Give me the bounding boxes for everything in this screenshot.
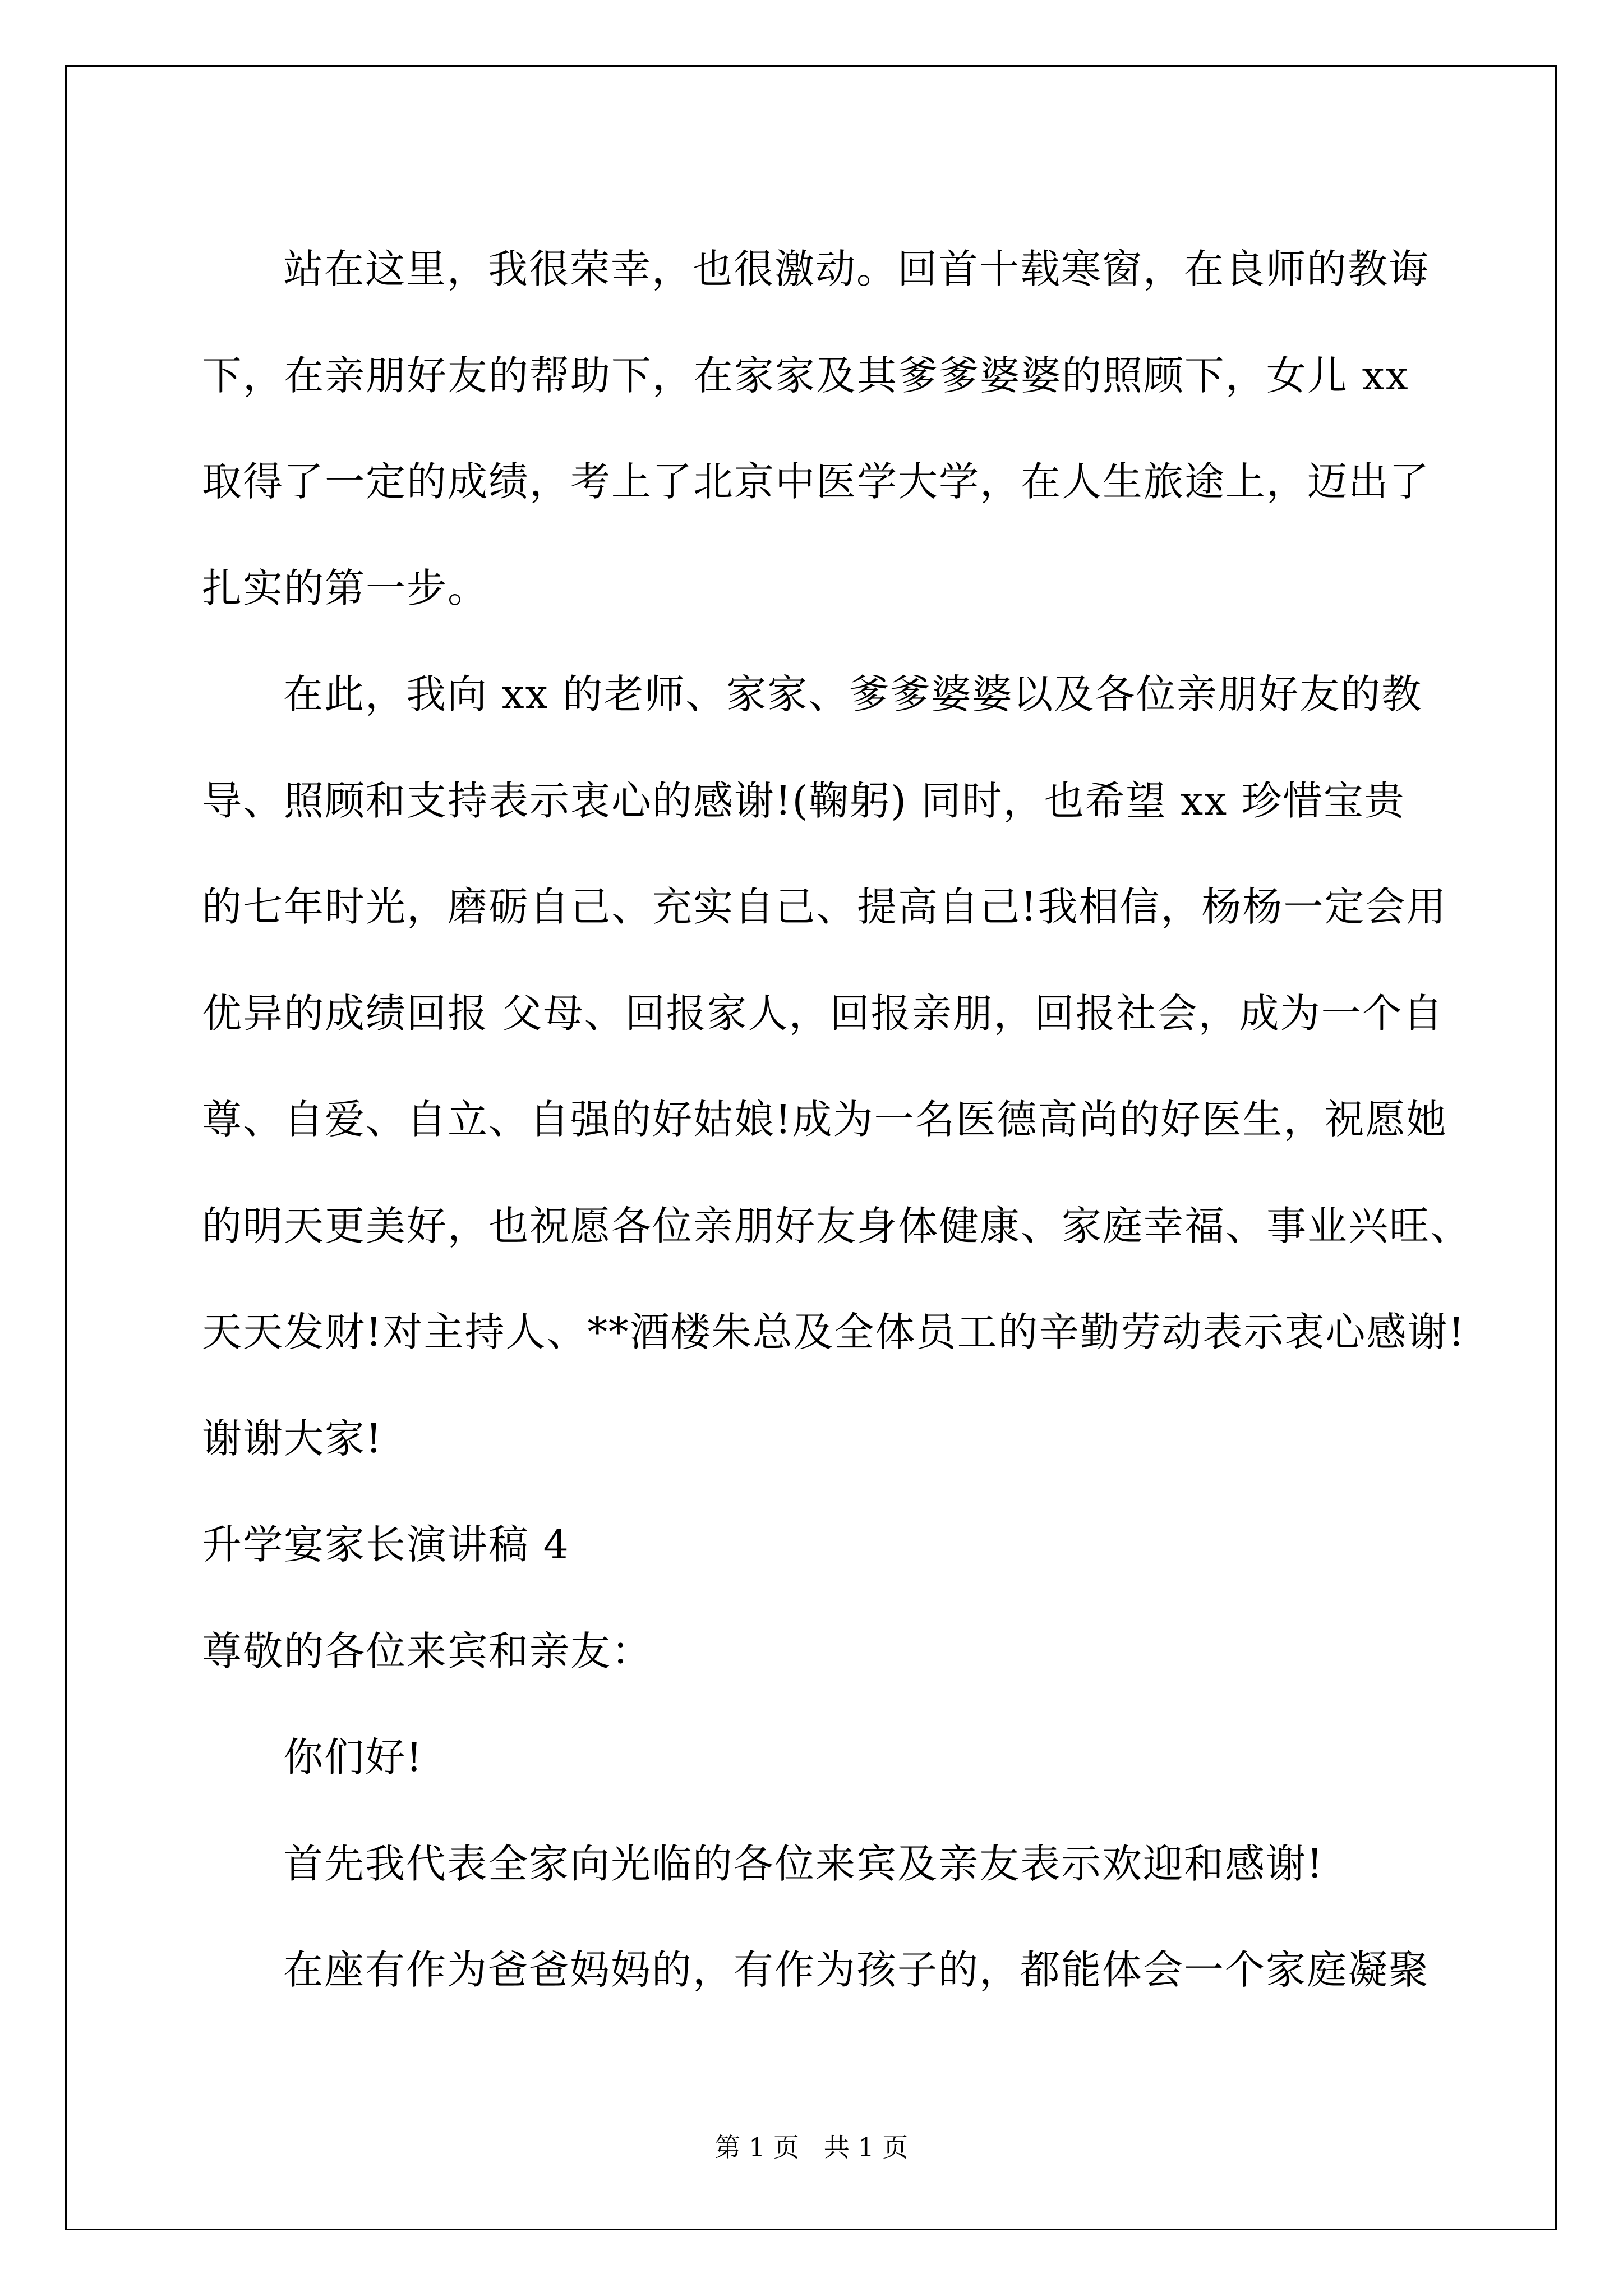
paragraph-line: 天天发财!对主持人、**酒楼朱总及全体员工的辛勤劳动表示衷心感谢! <box>202 1309 1466 1355</box>
document-body <box>202 216 1475 2023</box>
section-heading: 升学宴家长演讲稿 4 <box>202 1521 570 1568</box>
paragraph-line: 下，在亲朋好友的帮助下，在家家及其爹爹婆婆的照顾下，女儿 xx <box>202 352 1409 399</box>
paragraph-line: 扎实的第一步。 <box>202 564 489 611</box>
paragraph-line: 在座有作为爸爸妈妈的，有作为孩子的，都能体会一个家庭凝聚 <box>283 1947 1430 1993</box>
page-footer: 第 1 页 共 1 页 <box>714 2132 909 2162</box>
greeting: 你们好! <box>283 1734 423 1780</box>
paragraph-line: 尊、自爱、自立、自强的好姑娘!成为一名医德高尚的好医生，祝愿她 <box>202 1096 1447 1143</box>
paragraph-line: 的七年时光，磨砺自己、充实自己、提高自己!我相信，杨杨一定会用 <box>202 884 1447 930</box>
paragraph-line: 导、照顾和支持表示衷心的感谢!(鞠躬) 同时，也希望 xx 珍惜宝贵 <box>202 777 1405 824</box>
salutation: 尊敬的各位来宾和亲友： <box>202 1627 653 1674</box>
paragraph-line: 首先我代表全家向光临的各位来宾及亲友表示欢迎和感谢! <box>283 1840 1324 1887</box>
paragraph-line: 谢谢大家! <box>202 1415 383 1462</box>
paragraph-line: 优异的成绩回报 父母、回报家人，回报亲朋，回报社会，成为一个自 <box>202 990 1444 1037</box>
paragraph-line: 的明天更美好，也祝愿各位亲朋好友身体健康、家庭幸福、事业兴旺、 <box>202 1202 1472 1249</box>
paragraph-line: 站在这里，我很荣幸，也很激动。回首十载寒窗，在良师的教诲 <box>283 246 1430 292</box>
paragraph-line: 在此，我向 xx 的老师、家家、爹爹婆婆以及各位亲朋好友的教 <box>283 671 1423 717</box>
paragraph-line: 取得了一定的成绩，考上了北京中医学大学，在人生旅途上，迈出了 <box>202 458 1431 505</box>
